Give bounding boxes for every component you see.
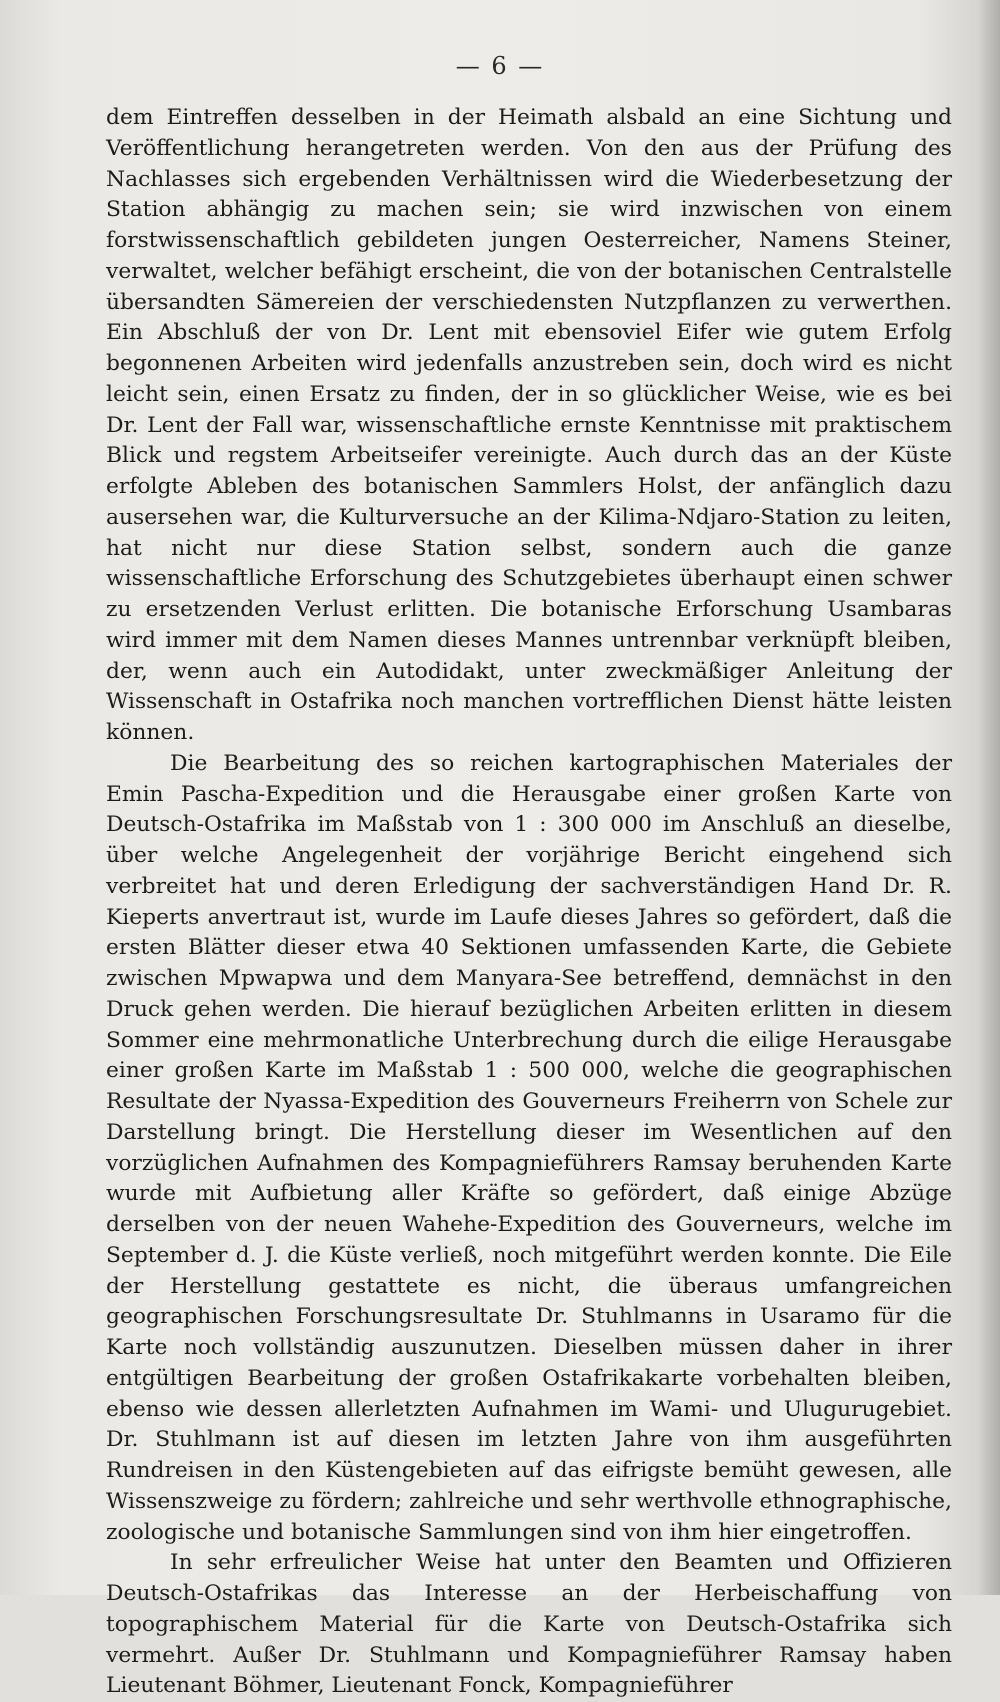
paragraph-cartography: Die Bearbeitung des so reichen kartographischen Materiales der Emin Pascha-Expedition und die Herausgabe einer großen Karte von Deutsch-Ostafrika im Maßstab von 1 : 300 000 im Anschluß an dieselbe, über welche Angelegenheit der vorjährige Bericht eingehend sich verbreitet hat und deren Erledigung der sachverständigen Hand Dr. R. Kieperts anvertraut ist, wurde im Laufe dieses Jahres so gefördert, daß die ersten Blätter dieser etwa 40 Sektionen umfassenden Karte, die Gebiete zwischen Mpwapwa und dem Manyara-See betreffend, demnächst in den Druck gehen werden. Die hierauf bezüglichen Arbeiten erlitten in diesem Sommer eine mehrmonatliche Unterbrechung durch die eilige Herausgabe einer großen Karte im Maßstab 1 : 500 000, welche die geographischen Resultate der Nyassa-Expedition des Gouverneurs Freiherrn von Schele zur Darstellung bringt. Die Herstellung dieser im Wesentlichen auf den vorzüglichen Aufnahmen des Kompagnieführers Ramsay beruhenden Karte wurde mit Aufbietung aller Kräfte so gefördert, daß einige Abzüge derselben von der neuen Wahehe-Expedition des Gouverneurs, welche im September d. J. die Küste verließ, noch mitgeführt werden konnte. Die Eile der Herstellung gestattete es nicht, die überaus umfangreichen geographischen Forschungsresultate Dr. Stuhlmanns in Usaramo für die Karte noch vollständig auszunutzen. Dieselben müssen daher in ihrer entgültigen Bearbeitung der großen Ostafrikakarte vorbehalten bleiben, ebenso wie dessen allerletzten Aufnahmen im Wami- und Ulugurugebiet. Dr. Stuhlmann ist auf diesen im letzten Jahre von ihm ausgeführten Rundreisen in den Küstengebieten auf das eifrigste bemüht gewesen, alle Wissenszweige zu fördern; zahlreiche und sehr werthvolle ethnographische, zoologische und botanische Sammlungen sind von ihm hier eingetroffen.	[106, 750, 952, 1545]
paragraph-continued: dem Eintreffen desselben in der Heimath alsbald an eine Sichtung und Veröffentlichung herangetreten werden. Von den aus der Prüfung des Nachlasses sich ergebenden Verhältnissen wird die Wiederbesetzung der Station abhängig zu machen sein; sie wird inzwischen von einem forstwissenschaftlich gebildeten jungen Oesterreicher, Namens Steiner, verwaltet, welcher befähigt erscheint, die von der botanischen Centralstelle übersandten Sämereien der verschiedensten Nutzpflanzen zu verwerthen. Ein Abschluß der von Dr. Lent mit ebensoviel Eifer wie gutem Erfolg begonnenen Arbeiten wird jedenfalls anzustreben sein, doch wird es nicht leicht sein, einen Ersatz zu finden, der in so glücklicher Weise, wie es bei Dr. Lent der Fall war, wissenschaftliche ernste Kenntnisse mit praktischem Blick und regstem Arbeitseifer vereinigte. Auch durch das an der Küste erfolgte Ableben des botanischen Sammlers Holst, der anfänglich dazu ausersehen war, die Kulturversuche an der Kilima-Ndjaro-Station zu leiten, hat nicht nur diese Station selbst, sondern auch die ganze wissenschaftliche Erforschung des Schutzgebietes überhaupt einen schwer zu ersetzenden Verlust erlitten. Die botanische Erforschung Usambaras wird immer mit dem Namen dieses Mannes untrennbar verknüpft bleiben, der, wenn auch ein Autodidakt, unter zweckmäßiger Anleitung der Wissenschaft in Ostafrika noch manchen vortrefflichen Dienst hätte leisten können.	[106, 105, 952, 745]
page-number: — 6 —	[455, 52, 545, 80]
body-text	[106, 103, 952, 1702]
paragraph-topographic-material: In sehr erfreulicher Weise hat unter den Beamten und Offizieren Deutsch-Ostafrikas das Interesse an der Herbeischaffung von topographischem Material für die Karte von Deutsch-Ostafrika sich vermehrt. Außer Dr. Stuhlmann und Kompagnieführer Ramsay haben Lieutenant Böhmer, Lieutenant Fonck, Kompagnieführer	[106, 1550, 952, 1699]
page-edge-shadow	[978, 0, 1000, 1595]
